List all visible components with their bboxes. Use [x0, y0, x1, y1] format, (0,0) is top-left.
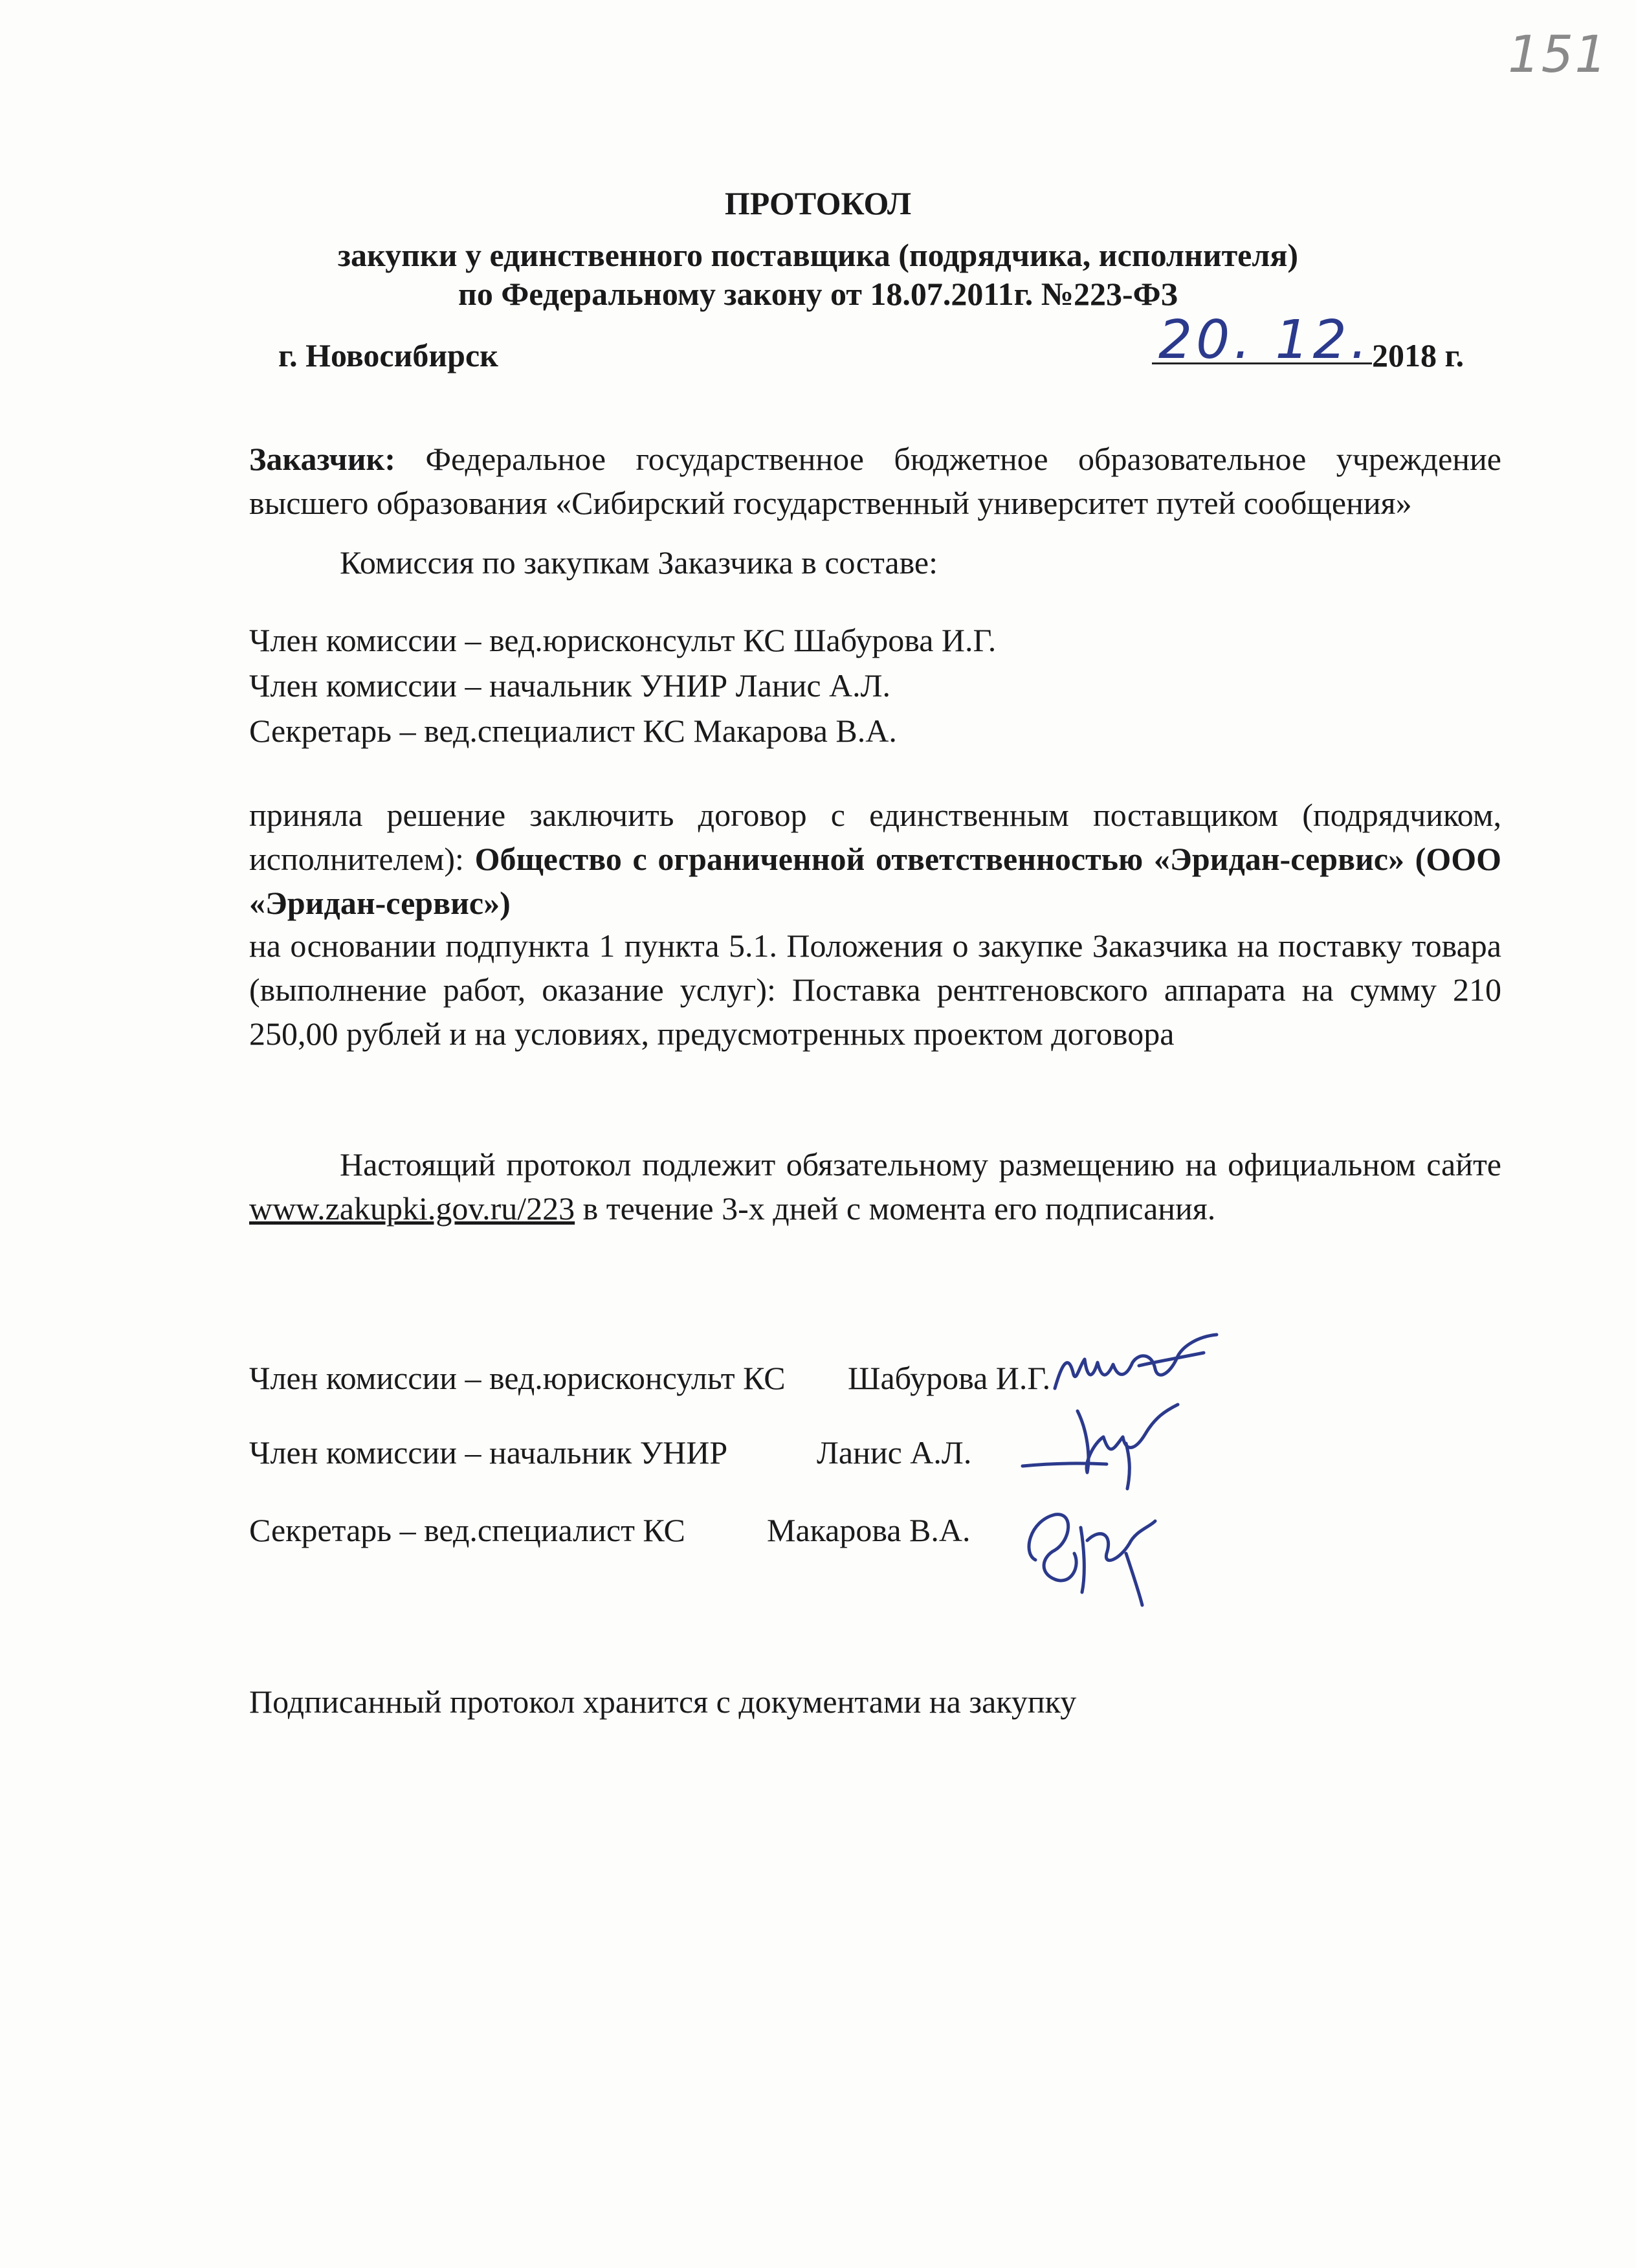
commission-member-3: Секретарь – вед.специалист КС Макарова В.А. [249, 713, 897, 749]
handwritten-date: 20. 12. [1158, 309, 1371, 371]
customer-text: Федеральное государственное бюджетное образовательное учреждение высшего образования «Сибирский государственный университет путей сообщения» [249, 441, 1501, 521]
signature-row-1-name: Шабурова И.Г. [848, 1360, 1051, 1396]
commission-intro: Комиссия по закупкам Заказчика в составе: [340, 544, 938, 581]
basis-paragraph: на основании подпункта 1 пункта 5.1. Положения о закупке Заказчика на поставку товара (выполнение работ, оказание услуг): Поставка рентгеновского аппарата на сумму 210 250,00 рублей и на условиях, предусмотренных проектом договора [249, 928, 1501, 1052]
signature-row-2-name: Ланис А.Л. [817, 1434, 972, 1471]
decision-paragraph [249, 793, 1501, 925]
document-title: ПРОТОКОЛ [724, 185, 912, 221]
decision-text: приняла решение заключить договор с единственным поставщиком (подрядчиком, исполнителем): [249, 797, 1501, 877]
document-subtitle-line1: закупки у единственного поставщика (подрядчика, исполнителя) [337, 237, 1299, 273]
signature-row-3-role: Секретарь – вед.специалист КС [249, 1512, 685, 1548]
customer-paragraph [249, 437, 1501, 525]
supplier-name: Общество с ограниченной ответственностью «Эридан-сервис» (ООО «Эридан-сервис») [249, 841, 1501, 921]
signature-row-2-role: Член комиссии – начальник УНИР [249, 1434, 728, 1471]
document-subtitle-line2: по Федеральному закону от 18.07.2011г. №223-ФЗ [458, 276, 1178, 312]
zakupki-link[interactable]: www.zakupki.gov.ru/223 [249, 1190, 575, 1227]
publication-text: Настоящий протокол подлежит обязательному размещению на официальном сайте [340, 1146, 1501, 1183]
commission-member-2: Член комиссии – начальник УНИР Ланис А.Л. [249, 667, 891, 704]
signature-row-3-name: Макарова В.А. [767, 1512, 971, 1548]
commission-member-1: Член комиссии – вед.юрисконсульт КС Шабурова И.Г. [249, 622, 997, 658]
city: г. Новосибирск [278, 337, 498, 373]
date-year: 2018 г. [1372, 337, 1465, 373]
signature-row-1-role: Член комиссии – вед.юрисконсульт КС [249, 1360, 786, 1396]
publication-paragraph [249, 1142, 1501, 1230]
signature-makarova [1010, 1482, 1178, 1615]
publication-text-end: в течение 3-х дней с момента его подписания. [575, 1190, 1216, 1227]
page-number-mark: 151 [1508, 26, 1608, 84]
customer-label: Заказчик: [249, 441, 396, 477]
footer-note: Подписанный протокол хранится с документами на закупку [249, 1684, 1077, 1720]
